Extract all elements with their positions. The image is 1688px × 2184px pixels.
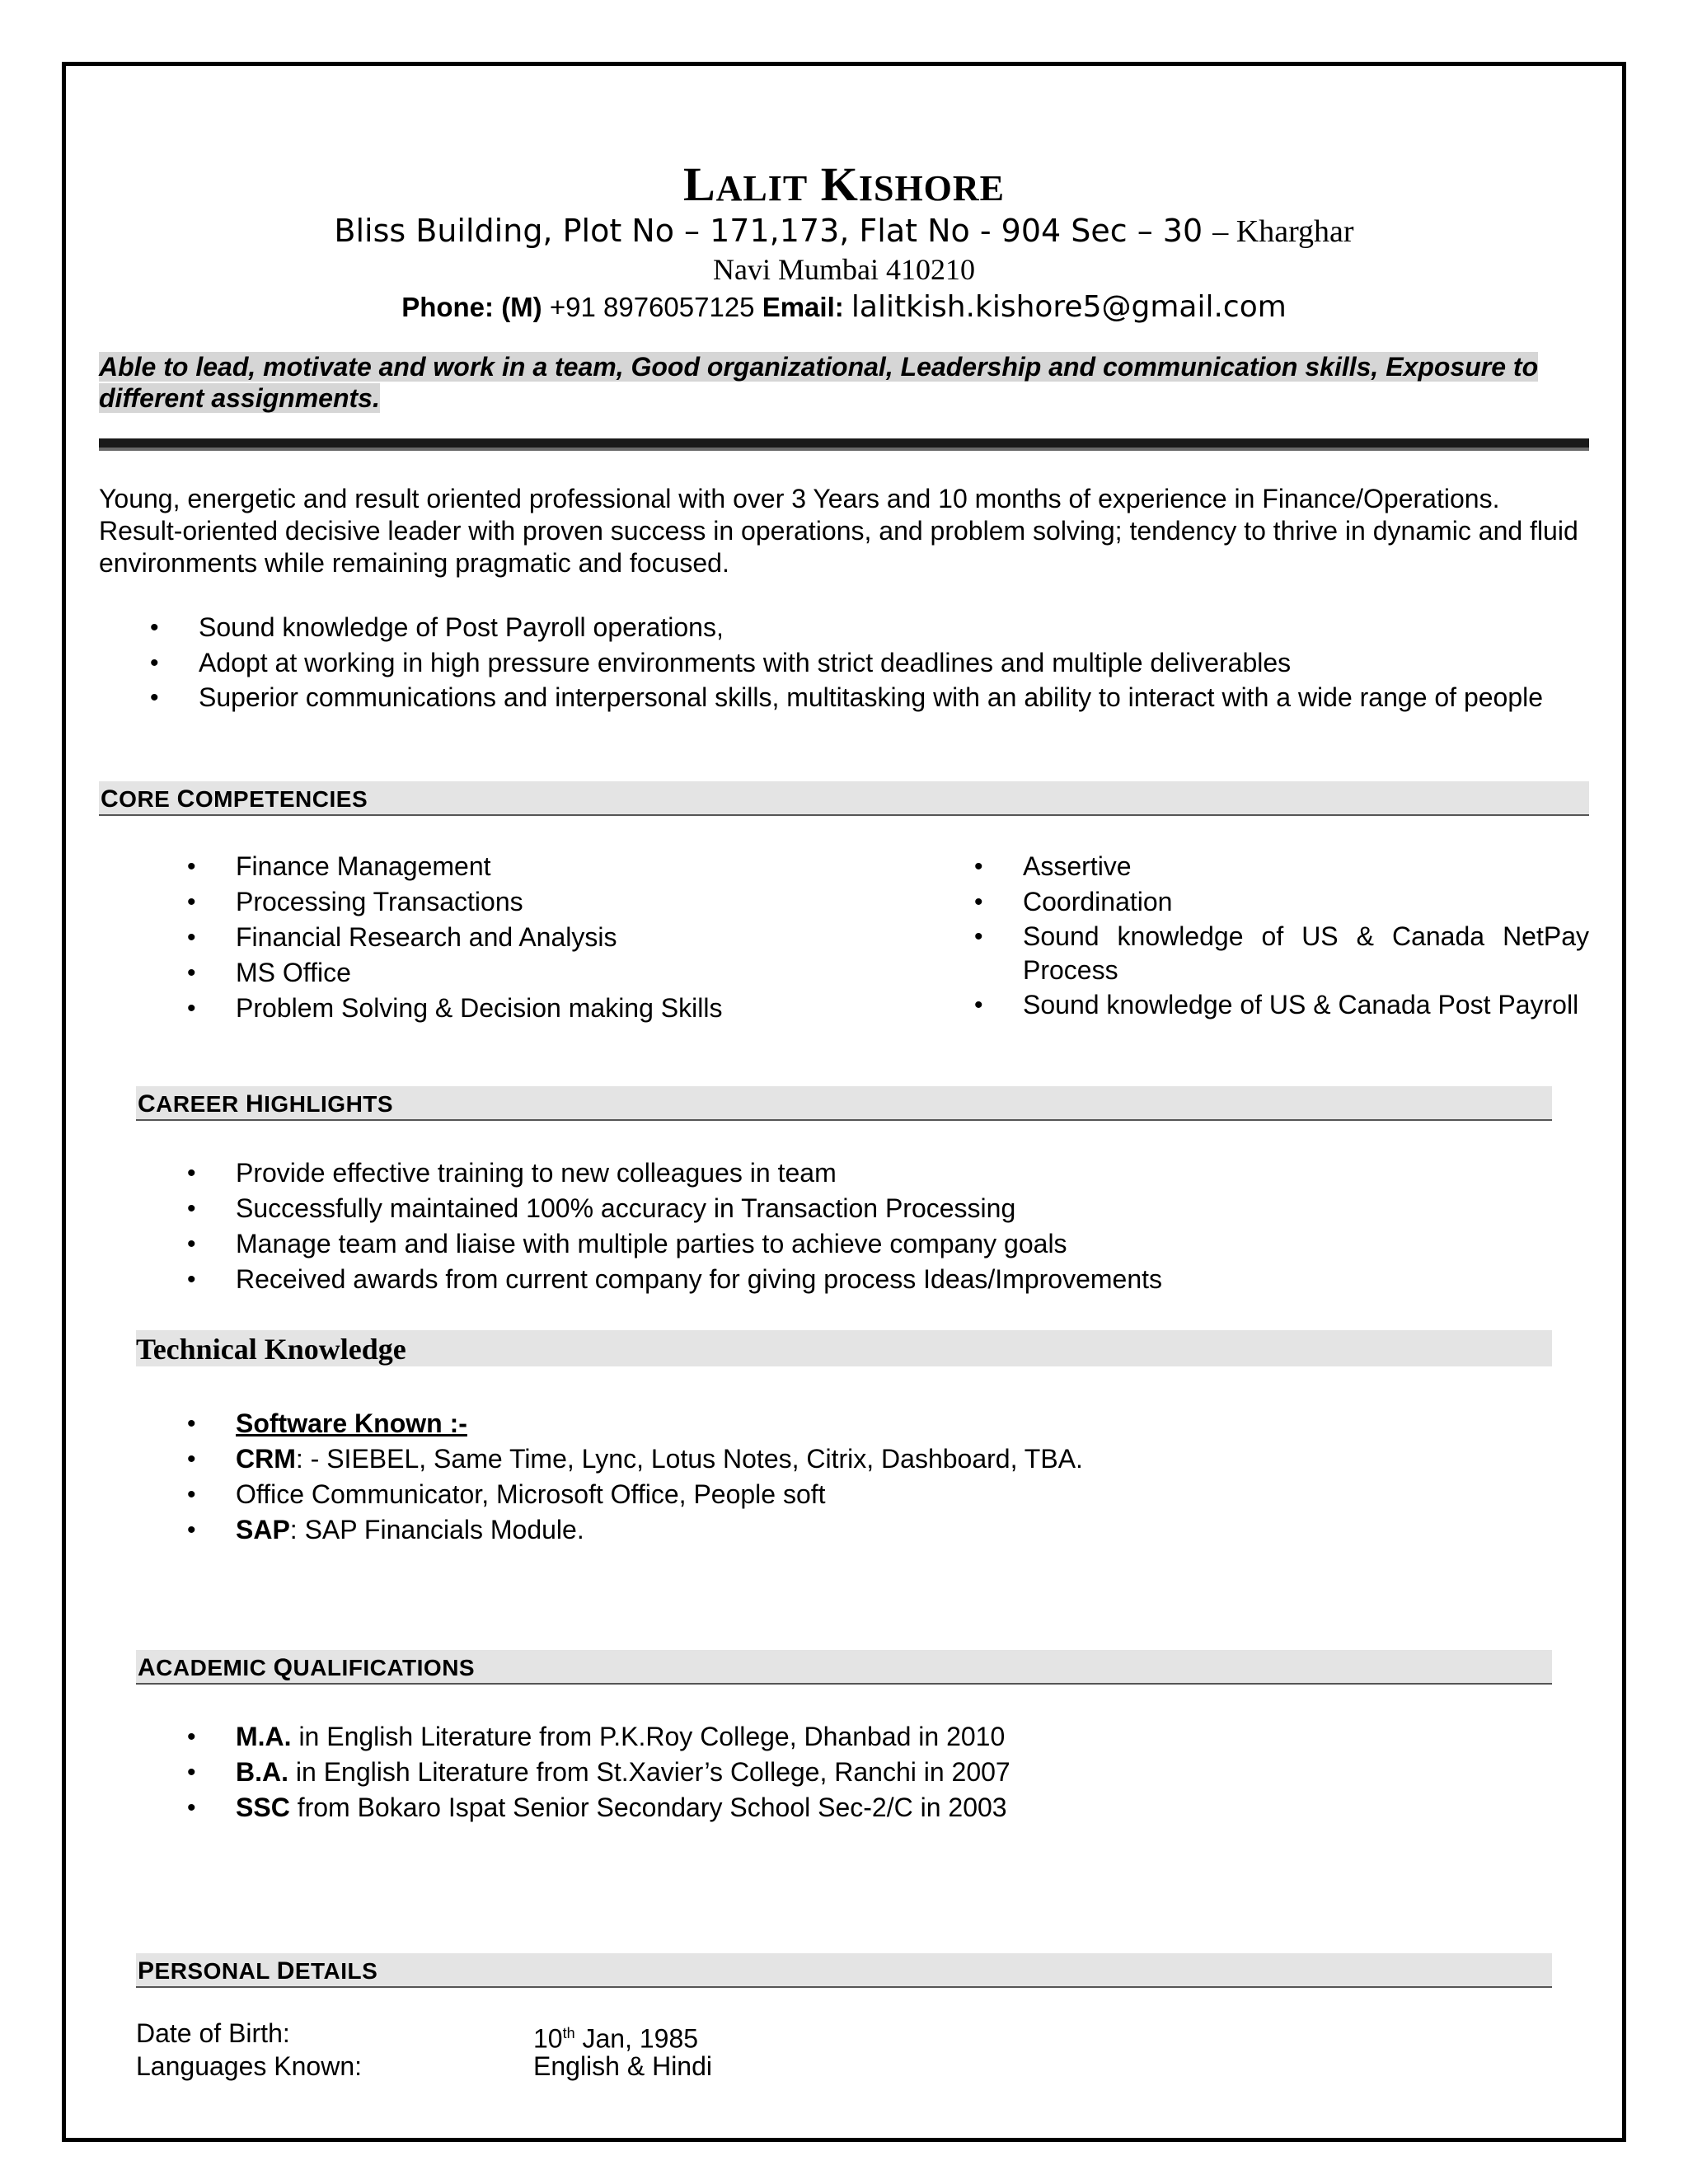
bullet-icon: • xyxy=(187,1759,196,1786)
heading-initial: C xyxy=(138,1090,157,1118)
dob-suffix: th xyxy=(562,2025,575,2041)
list-item-text: Sound knowledge of US & Canada NetPay Process xyxy=(1023,921,1589,985)
list-item xyxy=(923,920,1589,987)
bullet-icon: • xyxy=(187,1410,196,1437)
list-item xyxy=(136,1512,1552,1548)
email-label: Email: xyxy=(762,292,844,322)
degree: SSC xyxy=(236,1793,290,1822)
crm-value: : - SIEBEL, Same Time, Lync, Lotus Notes, Citrix, Dashboard, TBA. xyxy=(295,1444,1083,1474)
heading-initial: C xyxy=(176,785,195,813)
list-item xyxy=(923,884,1589,920)
list-item xyxy=(136,1477,1552,1512)
competencies-right xyxy=(923,849,1589,1023)
list-item-text: Superior communications and interpersonal skills, multitasking with an ability to interact with a wide range of people xyxy=(199,682,1544,712)
name-rest-first: ALIT xyxy=(715,168,809,209)
bullet-icon: • xyxy=(187,1794,196,1821)
tagline xyxy=(99,351,1582,414)
list-item xyxy=(136,884,853,920)
header-divider-shadow xyxy=(99,448,1589,451)
sap-label: SAP xyxy=(236,1515,290,1544)
list-item xyxy=(136,1262,1552,1297)
bullet-icon: • xyxy=(150,649,159,677)
degree-detail: in English Literature from P.K.Roy College, Dhanbad in 2010 xyxy=(291,1722,1006,1751)
list-item xyxy=(923,849,1589,884)
profile-summary: Young, energetic and result oriented professional with over 3 Years and 10 months of experience in Finance/Operations. Result-oriented decisive leader with proven success in operations, and problem solving; tendency to thrive in dynamic and fluid environments while remaining pragmatic and focused. xyxy=(99,484,1578,578)
list-item-text: Adopt at working in high pressure environments with strict deadlines and multiple deliverables xyxy=(199,648,1292,677)
section-heading-core-competencies xyxy=(99,781,1589,816)
list-item-text: Finance Management xyxy=(236,851,491,881)
career-highlights-list xyxy=(136,1155,1552,1297)
list-item-text: Assertive xyxy=(1023,851,1132,881)
bullet-icon: • xyxy=(187,888,196,916)
bullet-icon: • xyxy=(187,1160,196,1187)
list-item-text: Processing Transactions xyxy=(236,887,523,916)
phone-label: Phone xyxy=(401,292,485,322)
section-heading-personal-details xyxy=(136,1953,1552,1988)
address-locality: – Kharghar xyxy=(1212,214,1354,249)
list-item xyxy=(136,1191,1552,1226)
list-item-text: Provide effective training to new colleagues in team xyxy=(236,1158,837,1188)
degree: B.A. xyxy=(236,1757,288,1787)
list-item-text: Manage team and liaise with multiple parties to achieve company goals xyxy=(236,1229,1067,1258)
dob-rest: Jan, 1985 xyxy=(574,2023,699,2054)
list-item xyxy=(136,1226,1552,1262)
software-heading: Software Known :- xyxy=(236,1408,467,1438)
technical-knowledge-list xyxy=(136,1406,1552,1548)
bullet-icon: • xyxy=(187,959,196,987)
phone-value: +91 8976057125 xyxy=(549,292,755,322)
bullet-icon: • xyxy=(974,888,983,916)
heading-rest: ORE xyxy=(119,786,177,812)
phone-prefix: : (M) xyxy=(485,292,542,322)
languages-value: English & Hindi xyxy=(533,2051,712,2081)
header-divider xyxy=(99,438,1589,448)
address-street: Bliss Building, Plot No – 171,173, Flat No - 904 Sec – 30 xyxy=(334,213,1203,249)
list-item xyxy=(136,849,853,884)
heading-initial: D xyxy=(276,1957,295,1985)
name-initial-last: K xyxy=(820,157,859,211)
bullet-icon: • xyxy=(187,1481,196,1508)
list-item xyxy=(99,645,1589,681)
list-item xyxy=(136,1719,1552,1755)
name-rest-last: ISHORE xyxy=(858,168,1006,209)
list-item-text: Sound knowledge of US & Canada Post Payroll xyxy=(1023,990,1579,1019)
bullet-icon: • xyxy=(974,991,983,1019)
academic-list xyxy=(136,1719,1552,1825)
list-item xyxy=(136,955,853,991)
address-line-1 xyxy=(0,213,1688,250)
dob-row xyxy=(136,2017,1552,2054)
list-item xyxy=(136,1155,1552,1191)
email-value: lalitkish.kishore5@gmail.com xyxy=(851,290,1287,324)
list-item-text: Sound knowledge of Post Payroll operations, xyxy=(199,612,724,642)
heading-rest: ETAILS xyxy=(294,1958,378,1984)
bullet-icon: • xyxy=(187,1195,196,1222)
heading-initial: H xyxy=(245,1090,265,1118)
section-heading-academic-qualifications xyxy=(136,1650,1552,1685)
list-item-text: Problem Solving & Decision making Skills xyxy=(236,993,723,1023)
bullet-icon: • xyxy=(974,853,983,880)
list-item xyxy=(923,987,1589,1023)
bullet-icon: • xyxy=(187,1516,196,1544)
heading-rest: ERSONAL xyxy=(154,1958,277,1984)
office-tools: Office Communicator, Microsoft Office, People soft xyxy=(236,1479,826,1509)
bullet-icon: • xyxy=(974,923,983,950)
list-item xyxy=(99,681,1589,715)
bullet-icon: • xyxy=(150,614,159,641)
languages-row xyxy=(136,2050,1552,2083)
degree: M.A. xyxy=(236,1722,292,1751)
bullet-icon: • xyxy=(187,853,196,880)
list-item xyxy=(136,920,853,955)
list-item-text: Received awards from current company for giving process Ideas/Improvements xyxy=(236,1264,1163,1294)
crm-label: CRM xyxy=(236,1444,296,1474)
heading-initial: A xyxy=(138,1654,157,1681)
languages-label: Languages Known: xyxy=(136,2051,362,2081)
heading-rest: UALIFICATIONS xyxy=(293,1655,476,1680)
bullet-icon: • xyxy=(187,995,196,1022)
heading-rest: CADEMIC xyxy=(156,1655,274,1680)
list-item xyxy=(136,1790,1552,1825)
candidate-name xyxy=(0,157,1688,212)
heading-rest: OMPETENCIES xyxy=(195,786,368,812)
heading-rest: AREER xyxy=(156,1091,246,1117)
section-heading-career-highlights xyxy=(136,1086,1552,1121)
section-heading-technical-knowledge: Technical Knowledge xyxy=(136,1330,1552,1366)
list-item-text: Successfully maintained 100% accuracy in Transaction Processing xyxy=(236,1193,1016,1223)
address-line-2: Navi Mumbai 410210 xyxy=(713,253,975,286)
degree-detail: in English Literature from St.Xavier’s College, Ranchi in 2007 xyxy=(288,1757,1010,1787)
bullet-icon: • xyxy=(187,1230,196,1258)
bullet-icon: • xyxy=(187,924,196,951)
degree-detail: from Bokaro Ispat Senior Secondary School Sec-2/C in 2003 xyxy=(289,1793,1007,1822)
tagline-text: Able to lead, motivate and work in a team, Good organizational, Leadership and communication skills, Exposure to different assignments. xyxy=(99,352,1539,413)
heading-initial: P xyxy=(138,1957,155,1985)
dob-label: Date of Birth: xyxy=(136,2018,290,2048)
heading-initial: Q xyxy=(273,1654,293,1681)
name-initial-first: L xyxy=(682,157,716,211)
bullet-icon: • xyxy=(187,1723,196,1750)
bullet-icon: • xyxy=(187,1266,196,1293)
list-item xyxy=(136,1441,1552,1477)
contact-line xyxy=(0,290,1688,324)
heading-initial: C xyxy=(101,785,120,813)
list-item xyxy=(136,1755,1552,1790)
summary-points xyxy=(99,610,1589,715)
bullet-icon: • xyxy=(187,1446,196,1473)
list-item-text: Coordination xyxy=(1023,887,1173,916)
dob-day: 10 xyxy=(533,2023,563,2054)
sap-value: : SAP Financials Module. xyxy=(289,1515,584,1544)
list-item-text: MS Office xyxy=(236,958,351,987)
bullet-icon: • xyxy=(150,684,159,711)
competencies-left xyxy=(136,849,853,1026)
list-item xyxy=(136,991,853,1026)
list-item xyxy=(99,610,1589,645)
list-item-text: Financial Research and Analysis xyxy=(236,922,617,952)
heading-rest: IGHLIGHTS xyxy=(264,1091,394,1117)
list-item xyxy=(136,1406,1552,1441)
